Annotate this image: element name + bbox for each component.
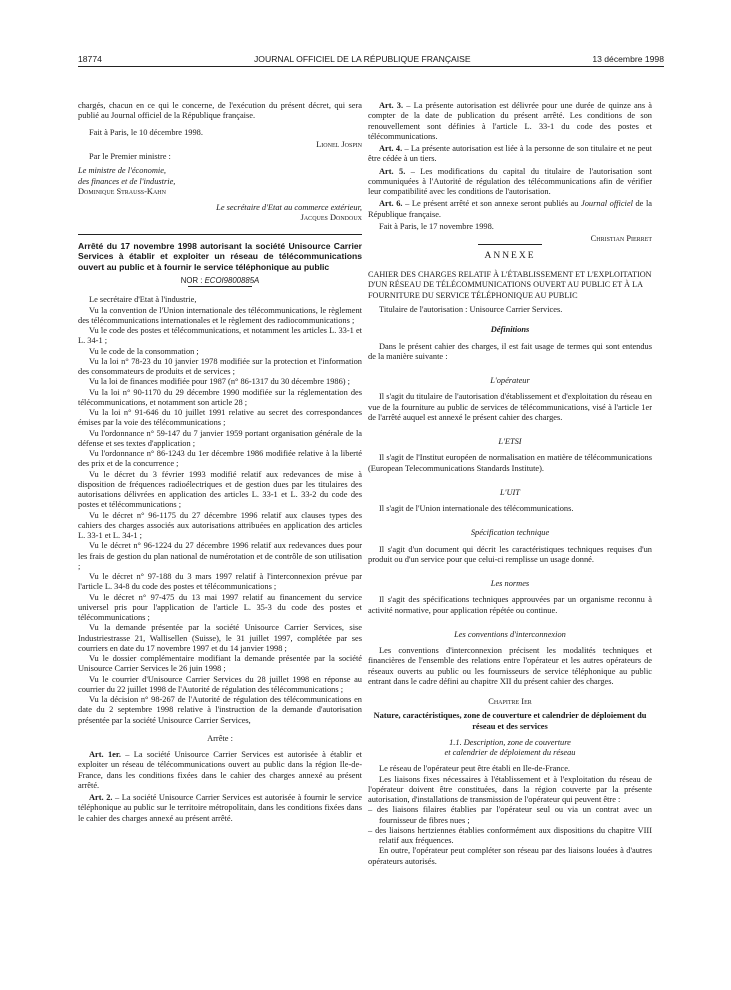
article-6-label: Art. 6.	[379, 199, 403, 209]
article-3-label: Art. 3.	[379, 101, 404, 110]
def-spec: Il s'agit d'un document qui décrit les caractéristiques techniques requises d'un produit ou d'un service pour que celui-ci remplisse un usage donné.	[368, 544, 652, 564]
article-5	[368, 167, 652, 198]
visa: Vu le code de la consommation ;	[89, 346, 199, 356]
minister-name: Dominique Strauss-Kahn	[78, 186, 166, 196]
visas-list	[78, 295, 362, 726]
def-uit-heading: L'UIT	[500, 487, 520, 497]
section-separator	[78, 234, 362, 235]
visa: Vu la loi n° 78-23 du 10 janvier 1978 modifiée sur la protection et l'information des consommateurs de produits et de services ;	[78, 356, 362, 376]
visa: Vu la loi n° 91-646 du 10 juillet 1991 relative au secret des correspondances émises par la voie des télécommunications ;	[78, 408, 362, 428]
nor-reference	[78, 276, 362, 286]
visa: Vu la décision n° 98-267 de l'Autorité de régulation des télécommunications en date du 2 septembre 1998 relative à l'instruction de la demande d'autorisation présentée par la société Unisource Carrier Services,	[78, 695, 362, 725]
signer-pm: Lionel Jospin	[316, 139, 362, 149]
paragraph-fixed-links: Les liaisons fixes nécessaires à l'établissement et à l'exploitation du réseau de l'opérateur doivent être constituées, dans la région couverte par la présente autorisation, d'installations de transmission de l'opérateur qui peuvent être :	[368, 774, 652, 804]
done-at-2: Fait à Paris, le 17 novembre 1998.	[379, 221, 494, 231]
article-3-text: – La présente autorisation est délivrée pour une durée de quinze ans à compter de la date de publication du présent arrêté. Les conditions de son renouvellement sont définies à l'article L. 33-1 du code des postes et télécommunications.	[368, 101, 652, 141]
article-4-label: Art. 4.	[379, 144, 403, 153]
visa: Vu la convention de l'Union internationale des télécommunications, le règlement des télécommunications internationales et le règlement des radiocommunications ;	[78, 305, 362, 325]
paragraph-network: Le réseau de l'opérateur peut être établi en Ile-de-France.	[379, 764, 571, 774]
article-6-text-b: de la République française.	[368, 199, 653, 219]
arrete-label: Arrête :	[207, 733, 233, 743]
article-4-text: – La présente autorisation est liée à la personne de son titulaire et ne peut être cédée à un tiers.	[368, 144, 652, 164]
def-interco-heading: Les conventions d'interconnexion	[454, 629, 566, 639]
page-number: 18774	[78, 54, 102, 64]
paragraph-leased-lines: En outre, l'opérateur peut compléter son réseau par des liaisons louées à d'autres opérateurs autorisés.	[368, 846, 652, 866]
article-4	[368, 144, 652, 165]
visa: Vu l'ordonnance n° 86-1243 du 1er décembre 1986 modifiée relative à la liberté des prix et de la concurrence ;	[78, 449, 362, 469]
header-rule	[78, 66, 664, 67]
decree-title: Arrêté du 17 novembre 1998 autorisant la société Unisource Carrier Services à établir et exploiter un réseau de télécommunications ouvert au public et à fournir le service téléphonique au public	[78, 240, 362, 272]
right-column	[368, 101, 652, 867]
article-1	[78, 750, 362, 791]
def-normes: Il s'agit des spécifications techniques approuvées par un organisme reconnu à activité normative, pour application répétée ou continue.	[368, 595, 652, 615]
article-5-label: Art. 5.	[379, 166, 406, 176]
visa: Vu le décret n° 96-1224 du 27 décembre 1996 relatif aux redevances dues pour les frais de gestion du plan national de numérotation et de contrôle de son utilisation ;	[78, 541, 362, 571]
article-1-label: Art. 1er.	[89, 750, 121, 759]
done-at-1: Fait à Paris, le 10 décembre 1998.	[89, 127, 203, 137]
visa: Vu le dossier complémentaire modifiant la demande présentée par la société Unisource Carrier Services le 26 juin 1998 ;	[78, 654, 362, 674]
visa: Le secrétaire d'Etat à l'industrie,	[89, 295, 197, 305]
visa: Vu la demande présentée par la société Unisource Carrier Services, sise Industriestrasse 21, Wallisellen (Suisse), le 31 juillet 1997, complétée par ses courriers en date du 17 novembre 1997 et du 14 janvier 1998 ;	[78, 623, 362, 653]
visa: Vu le décret n° 97-188 du 3 mars 1997 relatif à l'interconnexion prévue par l'article L. 34-8 du code des postes et télécommunications ;	[78, 572, 362, 592]
article-6-text-italic: Journal officiel	[581, 199, 633, 209]
chapter-heading: Chapitre Ier	[488, 697, 532, 706]
article-2-label: Art. 2.	[89, 793, 113, 802]
visa: Vu la loi n° 90-1170 du 29 décembre 1990 modifiée sur la réglementation des télécommunications, et notamment son article 28 ;	[78, 387, 362, 407]
intro-text: chargés, chacun en ce qui le concerne, de l'exécution du présent décret, qui sera publié au Journal officiel de la République française.	[78, 101, 362, 121]
def-spec-heading: Spécification technique	[470, 528, 550, 538]
visa: Vu le décret n° 97-475 du 13 mai 1997 relatif au financement du service universel pris pour l'application de l'article L. 35-3 du code des postes et télécommunications ;	[78, 592, 362, 622]
visa: Vu le décret n° 96-1175 du 27 décembre 1996 relatif aux clauses types des cahiers des charges associés aux autorisations attribuées en application des articles L. 33-1 et L. 34-1 ;	[78, 510, 362, 540]
def-normes-heading: Les normes	[490, 579, 530, 588]
signer-minister: Christian Pierret	[590, 234, 652, 243]
section-1-1-line-2: et calendrier de déploiement du réseau	[444, 748, 576, 757]
chapter-title: Nature, caractéristiques, zone de couverture et calendrier de déploiement du réseau et des services	[373, 711, 647, 731]
article-5-text: – Les modifications du capital du titulaire de l'autorisation sont communiquées à l'Autorité de régulation des télécommunications afin de vérifier leur compatibilité avec les conditions de l'autorisation.	[368, 166, 652, 196]
article-2	[78, 793, 362, 824]
secretary-title: Le secrétaire d'Etat au commerce extérieur,	[216, 203, 362, 212]
title-rule	[188, 286, 252, 287]
article-6	[368, 199, 652, 220]
def-etsi: Il s'agit de l'Institut européen de normalisation en matière de télécommunications (European Telecommunications Standards Institute).	[368, 453, 652, 473]
minister-title-2: des finances et de l'industrie,	[78, 176, 176, 186]
dash-item-1: – des liaisons filaires établies par l'opérateur seul ou via un contrat avec un fournisseur de fibres nues ;	[368, 805, 652, 825]
def-interco: Les conventions d'interconnexion précisent les modalités techniques et financières de l'ensemble des relations entre l'opérateur et les autres opérateurs de réseaux ouverts au public ou les fournisseurs de service téléphonique au public entrant dans le cadre défini au chapitre XII du présent cahier des charges.	[368, 646, 652, 686]
secretary-name: Jacques Dondoux	[300, 213, 362, 223]
definitions-heading: Définitions	[490, 325, 530, 335]
by-pm: Par le Premier ministre :	[89, 152, 171, 161]
left-column	[78, 101, 362, 824]
visa: Vu le décret du 3 février 1993 modifié relatif aux redevances de mise à disposition de fréquences radioélectriques et de gestion dues par les titulaires des autorisations délivrées en application des articles L. 33-1 et L. 33-2 du code des postes et télécommunications ;	[78, 469, 362, 510]
def-operateur: Il s'agit du titulaire de l'autorisation d'établissement et d'exploitation du réseau en vue de la fourniture au public de services de télécommunications, visé à l'article 1er de l'arrêté auquel est annexé le présent cahier des charges.	[368, 392, 652, 422]
holder: Titulaire de l'autorisation : Unisource Carrier Services.	[379, 305, 563, 314]
article-2-text: – La société Unisource Carrier Services est autorisée à fournir le service téléphonique au public sur le territoire métropolitain, dans les conditions fixées dans le cahier des charges annexé au présent arrêté.	[78, 793, 363, 823]
cahier-title: CAHIER DES CHARGES RELATIF À L'ÉTABLISSEMENT ET L'EXPLOITATION D'UN RÉSEAU DE TÉLÉCOMMUNICATIONS OUVERT AU PUBLIC ET À LA FOURNITURE DU SERVICE TÉLÉPHONIQUE AU PUBLIC	[368, 269, 652, 300]
article-6-text-a: – Le présent arrêté et son annexe seront publiés au	[402, 199, 582, 209]
visa: Vu l'ordonnance n° 59-147 du 7 janvier 1959 portant organisation générale de la défense et ses textes d'application ;	[78, 428, 362, 448]
def-uit: Il s'agit de l'Union internationale des télécommunications.	[379, 504, 574, 513]
journal-title: JOURNAL OFFICIEL DE LA RÉPUBLIQUE FRANÇAISE	[254, 54, 471, 64]
annex-rule	[478, 244, 542, 245]
article-3	[368, 101, 652, 142]
definitions-intro: Dans le présent cahier des charges, il est fait usage de termes qui sont entendus de la manière suivante :	[368, 341, 652, 361]
annexe-heading: ANNEXE	[484, 251, 536, 262]
visa: Vu le code des postes et télécommunications, et notamment les articles L. 33-1 et L. 34-1 ;	[78, 326, 362, 346]
issue-date: 13 décembre 1998	[592, 54, 664, 64]
visa: Vu le courrier d'Unisource Carrier Services du 28 juillet 1998 en réponse au courrier du 22 juillet 1998 de l'Autorité de régulation des télécommunications ;	[78, 674, 362, 694]
section-1-1-line-1: 1.1. Description, zone de couverture	[449, 737, 571, 747]
visa: Vu la loi de finances modifiée pour 1987 (n° 86-1317 du 30 décembre 1986) ;	[89, 377, 351, 387]
minister-title-1: Le ministre de l'économie,	[78, 166, 167, 176]
nor-value: ECOI9800885A	[204, 276, 260, 285]
dash-item-2: – des liaisons hertziennes établies conformément aux dispositions du chapitre VIII relatif aux fréquences.	[368, 825, 652, 845]
nor-label: NOR :	[180, 276, 203, 285]
article-1-text: – La société Unisource Carrier Services est autorisée à établir et exploiter un réseau de télécommunications ouvert au public dans la région Ile-de-France, dans les conditions fixées dans le cahier des charges annexé au présent arrêté.	[78, 750, 362, 790]
def-operateur-heading: L'opérateur	[490, 376, 530, 385]
def-etsi-heading: L'ETSI	[498, 437, 522, 446]
